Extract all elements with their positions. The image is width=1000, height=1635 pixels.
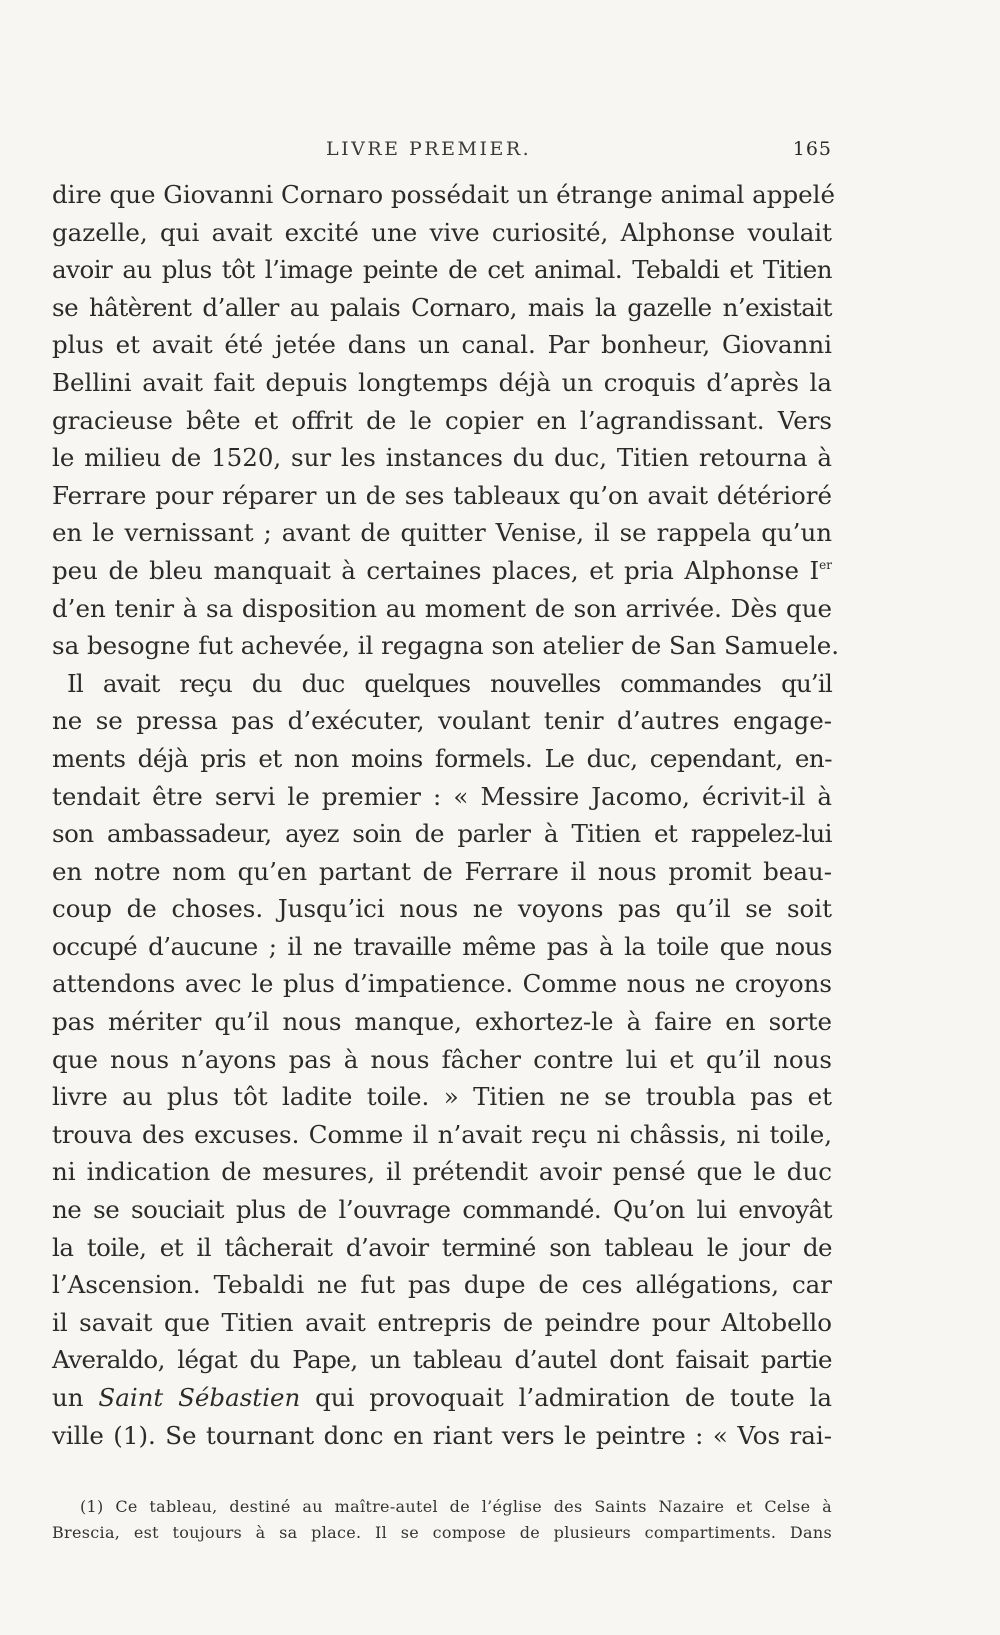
text-line: d’en tenir à sa disposition au moment de son arrivée. Dès que [52,593,832,623]
text-line: livre au plus tôt ladite toile. » Titien ne se troubla pas et [52,1082,832,1112]
text-line: Bellini avait fait depuis longtemps déjà un croquis d’après la [52,367,832,397]
text-line: attendons avec le plus d’impatience. Comme nous ne croyons [52,969,832,999]
text-line: Averaldo, légat du Pape, un tableau d’autel dont faisait partie [52,1345,832,1375]
body-text [52,176,840,1454]
text-line: occupé d’aucune ; il ne travaille même pas à la toile que nous [52,931,832,961]
page-number: 165 [792,138,832,160]
text-line: le milieu de 1520, sur les instances du duc, Titien retourna à [52,443,832,473]
text-line: gazelle, qui avait excité une vive curiosité, Alphonse voulait [52,217,832,247]
text-line: tendait être servi le premier : « Messire Jacomo, écrivit-il à [52,781,832,811]
footnotes [52,1494,832,1546]
italic-title: Saint Sébastien [98,1383,301,1412]
text-line: en le vernissant ; avant de quitter Venise, il se rappela qu’un [52,518,832,548]
text-line: dire que Giovanni Cornaro possédait un étrange animal appelé [52,180,835,209]
footnote-line: Brescia, est toujours à sa place. Il se compose de plusieurs compartiments. Dans [52,1523,832,1542]
text-line: avoir au plus tôt l’image peinte de cet animal. Tebaldi et Titien [52,255,832,285]
text-line: ville (1). Se tournant donc en riant vers le peintre : « Vos rai- [52,1420,832,1450]
text-line [52,552,832,590]
text-line: trouva des excuses. Comme il n’avait reçu ni châssis, ni toile, [52,1119,832,1149]
text-span: un [52,1383,99,1412]
text-line: ni indication de mesures, il prétendit avoir pensé que le duc [52,1157,832,1187]
running-title: LIVRE PREMIER. [326,138,532,160]
text-line: ments déjà pris et non moins formels. Le duc, cependant, en- [52,743,832,773]
text-line: que nous n’ayons pas à nous fâcher contre lui et qu’il nous [52,1044,832,1074]
text-line: son ambassadeur, ayez soin de parler à Titien et rappelez-lui [52,819,832,849]
text-line: Ferrare pour réparer un de ses tableaux qu’on avait détérioré [52,480,832,510]
text-line: gracieuse bête et offrit de le copier en l’agrandissant. Vers [52,405,832,435]
text-line: en notre nom qu’en partant de Ferrare il nous promit beau- [52,856,832,886]
text-line: coup de choses. Jusqu’ici nous ne voyons pas qu’il se soit [52,894,832,924]
text-span: peu de bleu manquait à certaines places, et pria Alphonse I [52,555,820,585]
text-line: il savait que Titien avait entrepris de peindre pour Altobello [52,1307,832,1337]
text-line: ne se pressa pas d’exécuter, voulant tenir d’autres engage- [52,706,832,736]
text-span: qui provoquait l’admiration de toute la [300,1383,832,1412]
text-line [52,1379,832,1417]
superscript: er [819,557,832,572]
text-line: la toile, et il tâcherait d’avoir terminé son tableau le jour de [52,1232,832,1262]
footnote-line: (1) Ce tableau, destiné au maître-autel de l’église des Saints Nazaire et Celse à [80,1497,832,1516]
text-line: plus et avait été jetée dans un canal. Par bonheur, Giovanni [52,330,832,360]
running-head [52,138,832,168]
text-line: Il avait reçu du duc quelques nouvelles commandes qu’il [67,668,832,698]
text-line: pas mériter qu’il nous manque, exhortez-le à faire en sorte [52,1007,832,1037]
text-line: l’Ascension. Tebaldi ne fut pas dupe de ces allégations, car [52,1270,832,1300]
text-line: ne se souciait plus de l’ouvrage commandé. Qu’on lui envoyât [52,1195,832,1225]
text-line: se hâtèrent d’aller au palais Cornaro, mais la gazelle n’existait [52,292,832,322]
text-line: sa besogne fut achevée, il regagna son atelier de San Samuele. [52,631,840,661]
